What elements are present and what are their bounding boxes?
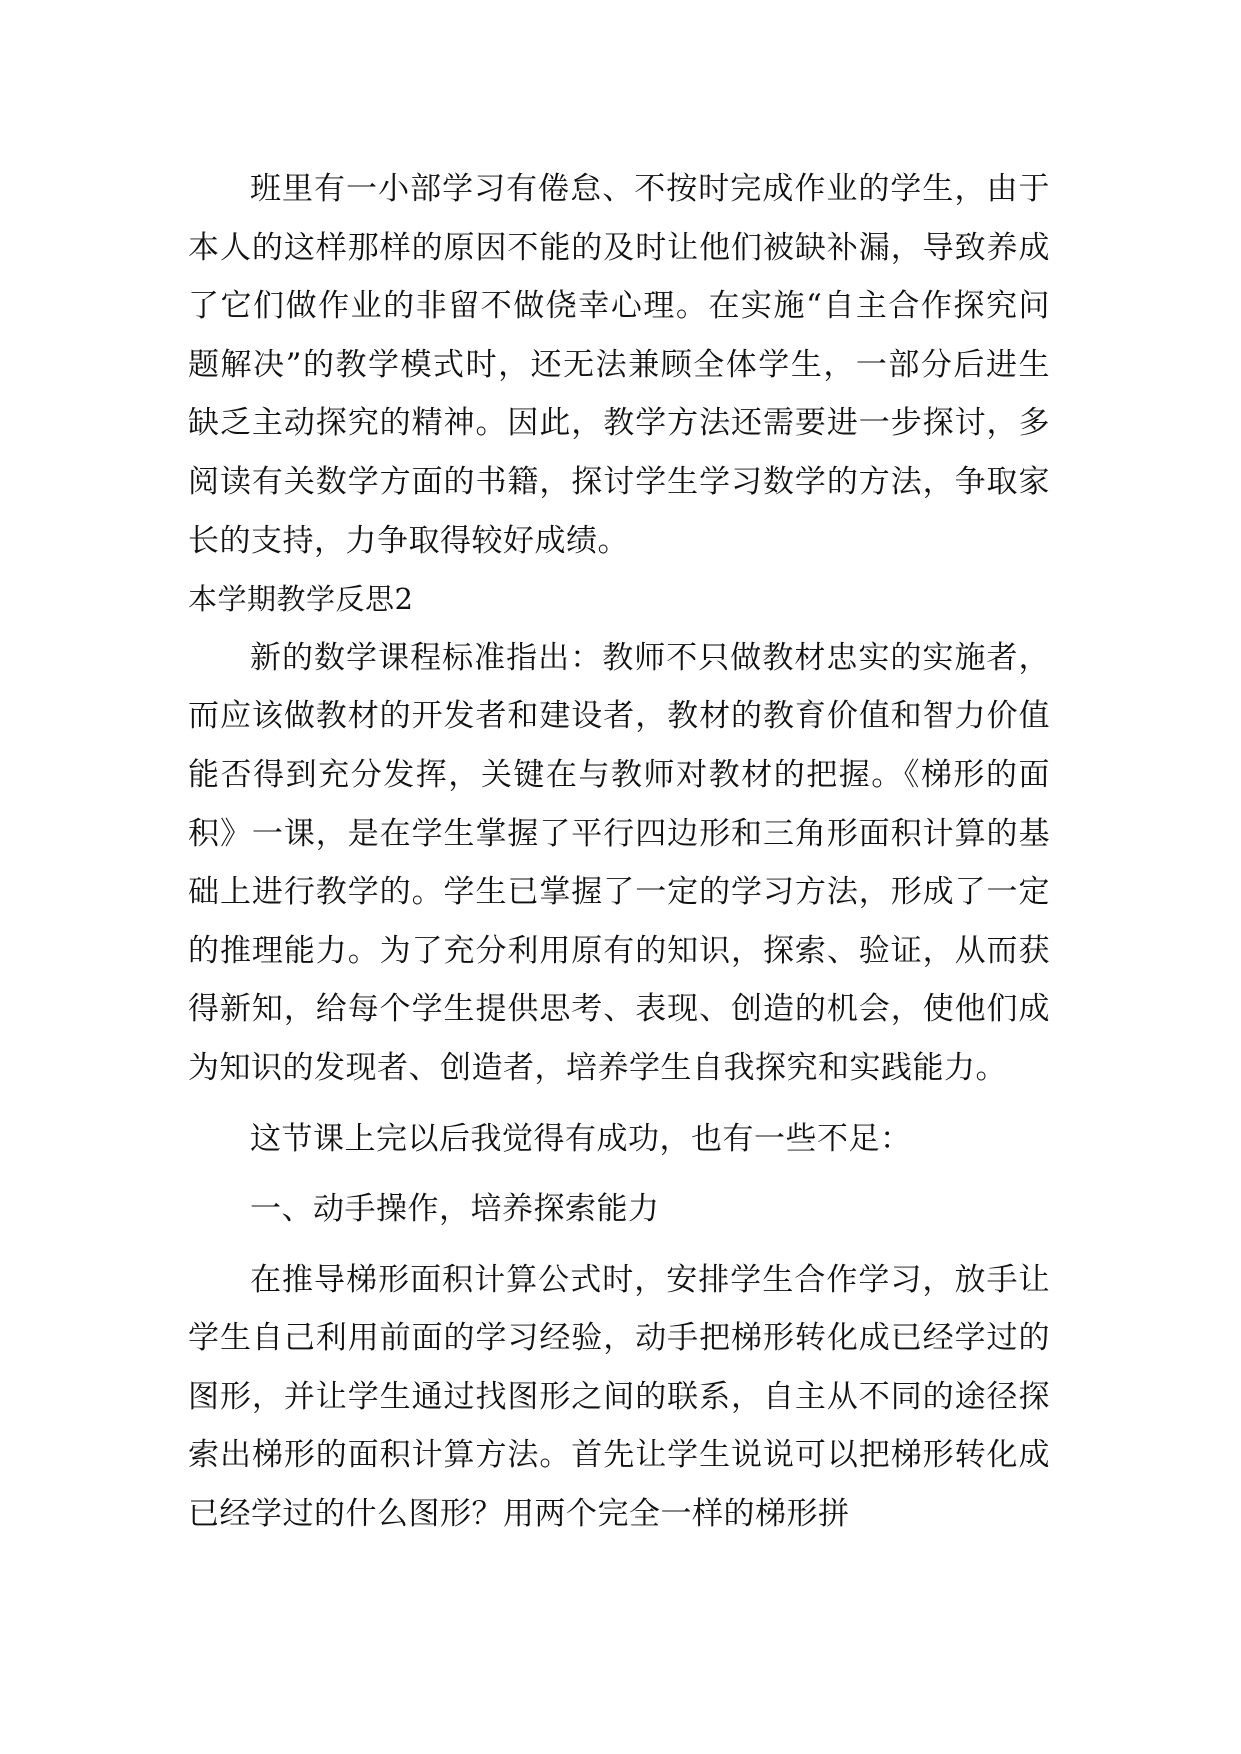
paragraph-reflection-summary: 班里有一小部学习有倦怠、不按时完成作业的学生，由于本人的这样那样的原因不能的及时让他们被缺补漏，导致养成了它们做作业的非留不做侥幸心理。在实施“自主合作探究问题解决”的教学模式时，还无法兼顾全体学生，一部分后进生缺乏主动探究的精神。因此，教学方法还需要进一步探讨，多阅读有关数学方面的书籍，探讨学生学习数学的方法，争取家长的支持，力争取得较好成绩。 <box>188 171 1050 559</box>
section-heading: 本学期教学反思2 <box>188 582 414 617</box>
paragraph-trapezoid-area: 在推导梯形面积计算公式时，安排学生合作学习，放手让学生自己利用前面的学习经验，动手把梯形转化成已经学过的图形，并让学生通过找图形之间的联系，自主从不同的途径探索出梯形的面积计算方法。首先让学生说说可以把梯形转化成已经学过的什么图形？用两个完全一样的梯形拼 <box>188 1261 1050 1533</box>
document-body <box>188 160 1050 1544</box>
paragraph-gap <box>188 1098 1050 1110</box>
subheading-hands-on-operation: 一、动手操作，培养探索能力 <box>250 1191 660 1228</box>
paragraph-curriculum-standard: 新的数学课程标准指出：教师不只做教材忠实的实施者，而应该做教材的开发者和建设者，教材的教育价值和智力价值能否得到充分发挥，关键在与教师对教材的把握。《梯形的面积》一课，是在学生掌握了平行四边形和三角形面积计算的基础上进行教学的。学生已掌握了一定的学习方法，形成了一定的推理能力。为了充分利用原有的知识，探索、验证，从而获得新知，给每个学生提供思考、表现、创造的机会，使他们成为知识的发现者、创造者，培养学生自我探究和实践能力。 <box>188 639 1050 1086</box>
paragraph-gap <box>188 1168 1050 1180</box>
paragraph-lesson-summary: 这节课上完以后我觉得有成功，也有一些不足： <box>250 1120 912 1157</box>
paragraph-gap <box>188 1239 1050 1251</box>
